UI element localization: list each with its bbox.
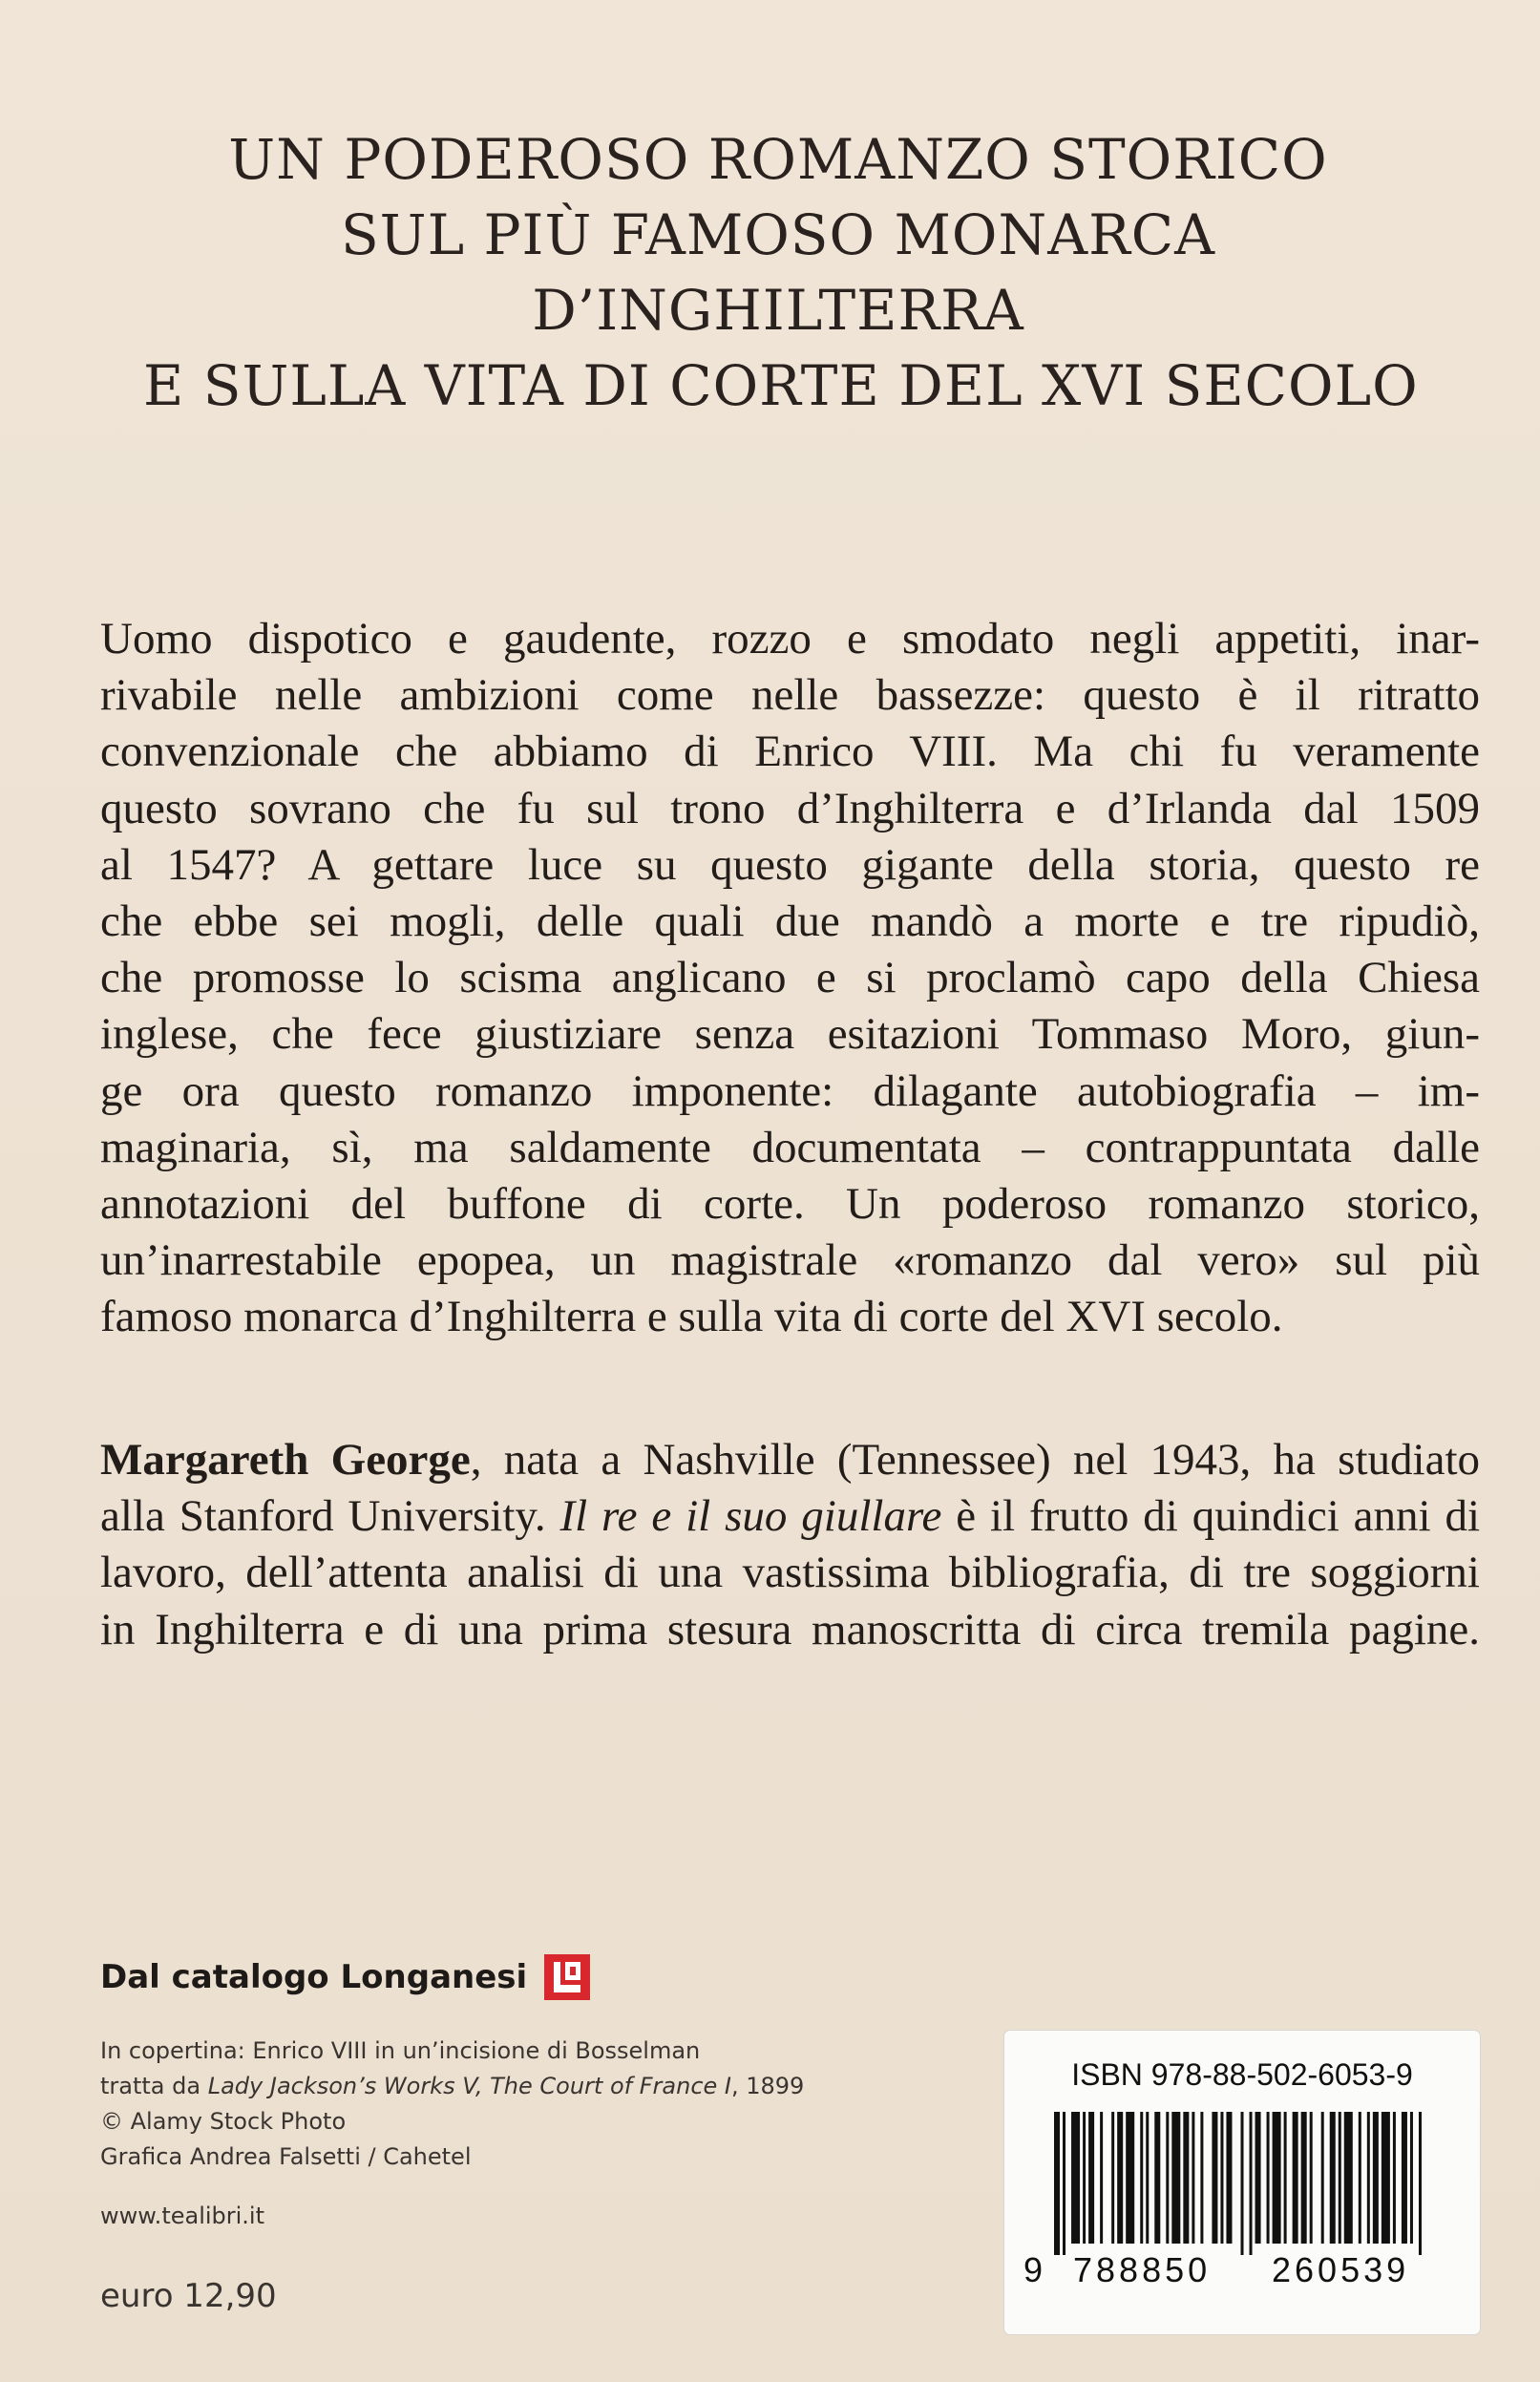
credit-line: © Alamy Stock Photo [100, 2108, 347, 2135]
barcode-bar [1071, 2112, 1080, 2244]
barcode-bar [1344, 2112, 1353, 2244]
barcode-bar [1054, 2112, 1060, 2255]
headline-line-3: D’INGHILTERRA [532, 278, 1024, 343]
barcode-bar [1267, 2112, 1270, 2244]
barcode-bar [1321, 2112, 1324, 2244]
blurb-line: rivabile nelle ambizioni come nelle bassezze: questo è il ritratto [100, 670, 1480, 721]
catalog-label: Dal catalogo Longanesi [100, 1958, 528, 1996]
barcode-bar [1359, 2112, 1361, 2244]
barcode-bar [1111, 2112, 1114, 2244]
blurb-line: ge ora questo romanzo imponente: dilagante autobiografia – im- [100, 1065, 1480, 1116]
blurb-line: che ebbe sei mogli, delle quali due mandò a morte e tre ripudiò, [100, 896, 1480, 947]
blurb-line: Uomo dispotico e gaudente, rozzo e smodato negli appetiti, inar- [100, 614, 1480, 664]
barcode-bar [1250, 2112, 1253, 2255]
isbn-number: ISBN 978-88-502-6053-9 [1071, 2057, 1413, 2092]
author-bio [100, 1432, 1480, 1658]
barcode-digit-first: 9 [1023, 2250, 1044, 2289]
barcode-bar [1330, 2112, 1336, 2244]
barcode-bar [1183, 2112, 1189, 2244]
barcode-icon [1054, 2112, 1430, 2255]
credit-source-title: Lady Jackson’s Works V, The Court of France I [207, 2073, 731, 2099]
price: euro 12,90 [100, 2277, 277, 2315]
blurb-paragraph [100, 611, 1480, 1346]
barcode-bar [1154, 2112, 1160, 2244]
barcode-bar [1339, 2112, 1341, 2244]
barcode-bar [1255, 2112, 1261, 2244]
credit-line: Grafica Andrea Falsetti / Cahetel [100, 2143, 472, 2170]
blurb-line: inglese, che fece giustiziare senza esitazioni Tommaso Moro, giun- [100, 1009, 1480, 1060]
blurb-line: un’inarrestabile epopea, un magistrale «romanzo dal vero» sul più [100, 1235, 1480, 1286]
bio-text: , nata a Nashville (Tennessee) nel 1943, ha studiato [470, 1435, 1480, 1485]
blurb-line: che promosse lo scisma anglicano e si proclamò capo della Chiesa [100, 953, 1480, 1003]
blurb-line: al 1547? A gettare luce su questo gigante della storia, questo re [100, 839, 1480, 890]
barcode-bar [1166, 2112, 1169, 2244]
barcode-bar [1419, 2112, 1422, 2255]
barcode-bar [1410, 2112, 1413, 2244]
headline [143, 122, 1419, 424]
barcode-bar [1063, 2112, 1065, 2255]
isbn-barcode-label [1004, 2031, 1480, 2334]
headline-line-1: UN PODEROSO ROMANZO STORICO [228, 127, 1328, 192]
barcode-bar [1241, 2112, 1244, 2255]
longanesi-logo-icon [544, 1954, 590, 2000]
cover-credits [100, 2034, 960, 2175]
bio-text: alla Stanford University. [100, 1491, 560, 1542]
barcode-bar [1393, 2112, 1396, 2244]
barcode-bar [1220, 2112, 1223, 2244]
barcode-bar [1293, 2112, 1298, 2244]
credit-text: , 1899 [730, 2073, 805, 2099]
barcode-bar [1126, 2112, 1134, 2244]
blurb-line: questo sovrano che fu sul trono d’Inghilterra e d’Irlanda dal 1509 [100, 783, 1480, 833]
barcode-bar [1100, 2112, 1103, 2244]
headline-line-2: SUL PIÙ FAMOSO MONARCA [340, 202, 1216, 267]
barcode-bar [1301, 2112, 1307, 2244]
barcode-bar [1382, 2112, 1390, 2244]
blurb-line: annotazioni del buffone di corte. Un poderoso romanzo storico, [100, 1179, 1480, 1230]
bio-line: in Inghilterra e di una prima stesura manoscritta di circa tremila pagine. [100, 1604, 1480, 1655]
blurb-line: convenzionale che abbiamo di Enrico VIII. Ma chi fu veramente [100, 727, 1480, 777]
blurb-line: famoso monarca d’Inghilterra e sulla vita di corte del XVI secolo. [100, 1292, 1283, 1342]
blurb-line: maginaria, sì, ma saldamente documentata – contrappuntata dalle [100, 1122, 1480, 1172]
barcode-bar [1146, 2112, 1149, 2244]
barcode-digits-left: 788850 [1073, 2250, 1212, 2289]
bio-line [100, 1432, 1480, 1488]
barcode-bar [1171, 2112, 1180, 2244]
barcode-bar [1310, 2112, 1313, 2244]
bio-line: lavoro, dell’attenta analisi di una vastissima bibliografia, di tre soggiorni [100, 1548, 1480, 1598]
barcode-bar [1226, 2112, 1232, 2244]
barcode-bar [1088, 2112, 1094, 2244]
credit-line: In copertina: Enrico VIII in un’incisione di Bosselman [100, 2037, 701, 2064]
barcode-bar [1273, 2112, 1281, 2244]
barcode-bar [1402, 2112, 1407, 2244]
barcode-bar [1212, 2112, 1217, 2244]
barcode-bar [1083, 2112, 1086, 2244]
barcode-bar [1373, 2112, 1379, 2244]
barcode-digits-right: 260539 [1272, 2250, 1410, 2289]
bio-text: è il frutto di quindici anni di [941, 1491, 1481, 1542]
book-title: Il re e il suo giullare [559, 1491, 942, 1542]
credit-text: tratta da [100, 2073, 208, 2099]
publisher-website: www.tealibri.it [100, 2203, 265, 2229]
credit-line [100, 2069, 960, 2104]
barcode-bar [1284, 2112, 1287, 2244]
barcode-bar [1140, 2112, 1143, 2244]
author-name: Margareth George [100, 1435, 471, 1485]
catalog-heading [100, 1954, 590, 2000]
barcode-bar [1117, 2112, 1123, 2244]
barcode-bar [1192, 2112, 1194, 2244]
bio-line [100, 1488, 1480, 1545]
barcode-bar [1200, 2112, 1203, 2244]
barcode-bar [1367, 2112, 1370, 2244]
headline-line-4: E SULLA VITA DI CORTE DEL XVI SECOLO [143, 353, 1419, 418]
